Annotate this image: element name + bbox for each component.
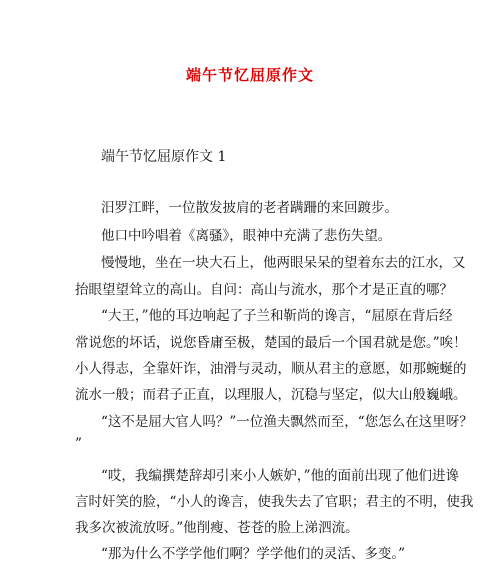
paragraph-line: “那为什么不学学他们啊？学学他们的灵活、多变。” (101, 546, 406, 562)
paragraph-line: ” (75, 436, 82, 452)
section-heading: 端午节忆屈原作文 1 (101, 149, 227, 165)
paragraph-line: 常说您的坏话，说您昏庸至极，楚国的最后一个国君就是您。”唉！ (75, 335, 467, 351)
paragraph-line: “大王，”他的耳边响起了子兰和靳尚的谗言，“屈原在背后经 (101, 308, 453, 324)
document-title: 端午节忆屈原作文 (185, 66, 314, 84)
paragraph-line: 他口中吟唱着《离骚》，眼神中充满了悲伤失望。 (101, 228, 392, 244)
paragraph-line: 慢慢地，坐在一块大石上，他两眼呆呆的望着东去的江水，又 (101, 255, 466, 271)
paragraph-line: “这不是屈大官人吗？”一位渔夫飘然而至，“您怎么在这里呀？ (101, 414, 473, 430)
paragraph-line: 流水一般；而君子正直，以理服人，沉稳与坚定，似大山般巍峨。 (75, 387, 467, 403)
paragraph-line: 小人得志，全靠奸诈，油滑与灵动，顺从君主的意愿，如那蜿蜒的 (75, 361, 467, 377)
paragraph-line: 抬眼望望耸立的高山。自问：高山与流水，那个才是正直的哪？ (75, 282, 453, 298)
paragraph-line: 我多次被流放呀。”他削瘦、苍苍的脸上涕泗流。 (75, 520, 359, 536)
paragraph-line: 汨罗江畔，一位散发披肩的老者蹒跚的来回踱步。 (101, 200, 398, 216)
paragraph-line: 言时奸笑的脸，“小人的谗言，使我失去了官职；君主的不明，使我 (75, 494, 474, 510)
paragraph-line: “哎，我编撰楚辞却引来小人嫉妒，”他的面前出现了他们进谗 (101, 468, 460, 484)
